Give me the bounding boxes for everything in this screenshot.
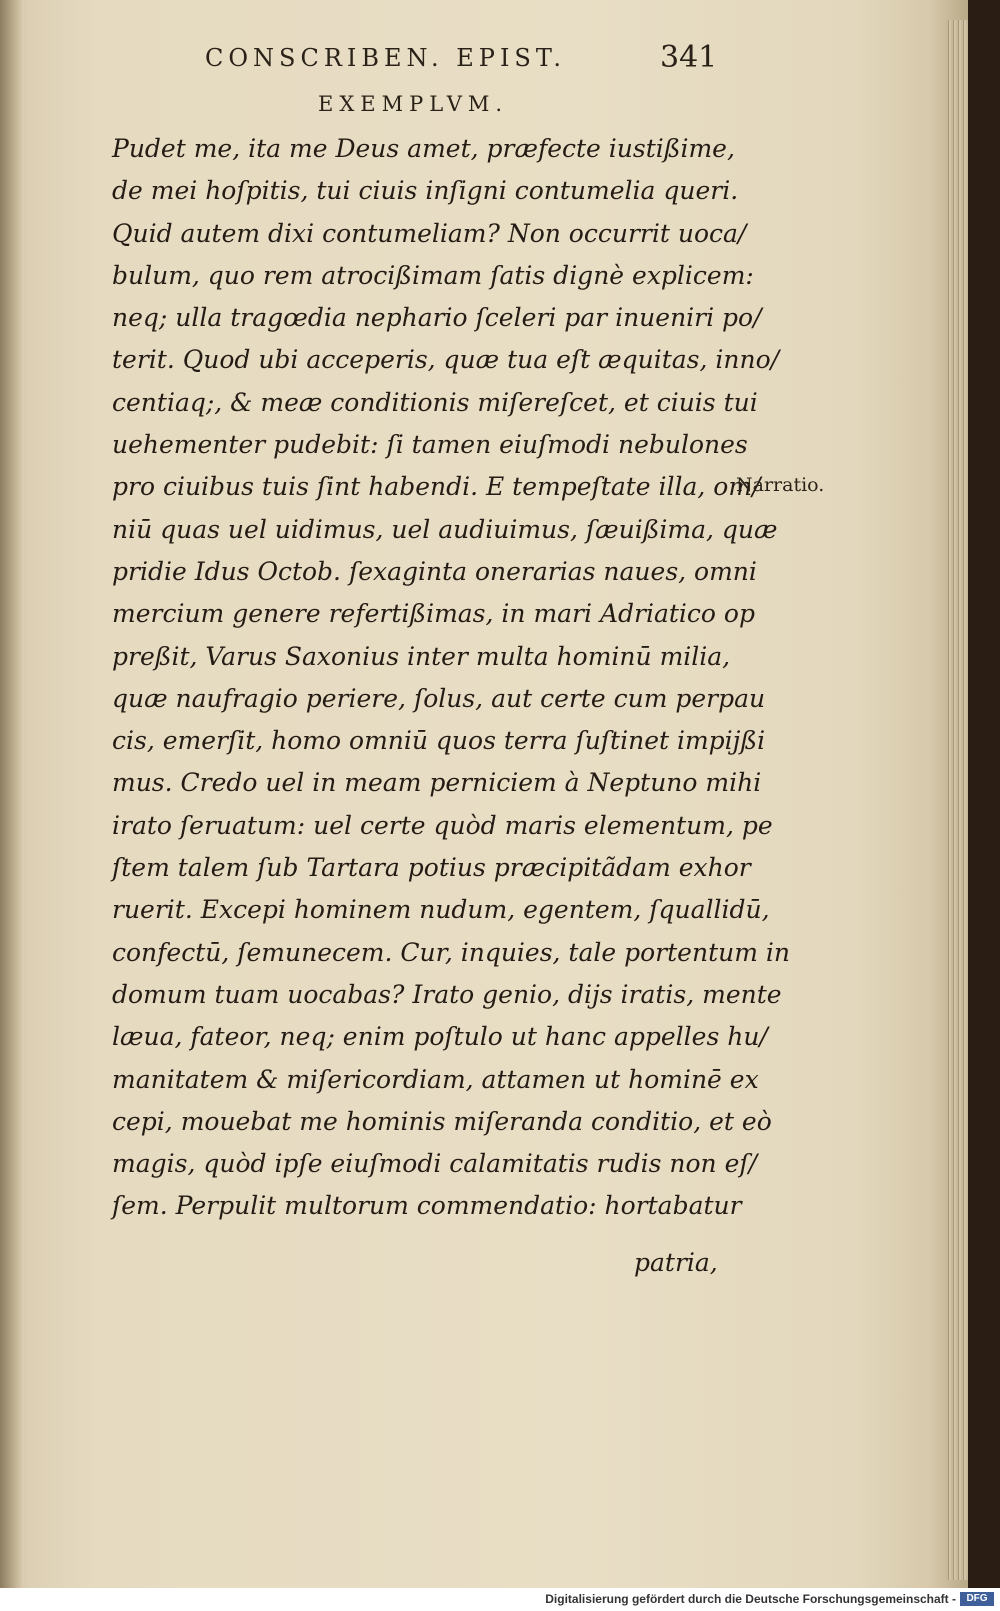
catchword: patria, — [634, 1248, 718, 1277]
text-line: irato ſeruatum: uel certe quòd maris elementum, pe — [112, 810, 773, 840]
text-line: manitatem & miſericordiam, attamen ut hominē ex — [112, 1064, 759, 1094]
text-line: de mei hoſpitis, tui ciuis inſigni contumelia queri. — [112, 176, 739, 206]
text-line: preßit, Varus Saxonius inter multa hominū milia, — [112, 641, 731, 671]
book-gutter — [0, 0, 22, 1588]
footer-bar — [0, 1588, 1000, 1611]
text-line: domum tuam uocabas? Irato genio, dijs iratis, mente — [112, 979, 782, 1009]
text-line: uehementer pudebit: ſi tamen eiuſmodi nebulones — [112, 430, 748, 460]
text-line: terit. Quod ubi acceperis, quæ tua eſt æquitas, inno/ — [112, 345, 780, 375]
section-heading: EXEMPLVM. — [318, 92, 509, 116]
margin-note: Narratio. — [736, 474, 825, 496]
page-edges — [946, 20, 968, 1580]
text-line: pro ciuibus tuis ſint habendi. E tempeſtate illa, om/ — [112, 472, 761, 502]
footer-credit: Digitalisierung gefördert durch die Deutsche Forschungsgemeinschaft - — [545, 1592, 956, 1606]
text-line: læua, fateor, neq; enim poſtulo ut hanc appelles hu/ — [112, 1022, 768, 1052]
text-line: niū quas uel uidimus, uel audiuimus, ſæuißima, quæ — [112, 514, 778, 544]
text-line: ſem. Perpulit multorum commendatio: hortabatur — [112, 1191, 742, 1221]
page-number: 341 — [660, 40, 718, 75]
text-line: ſtem talem ſub Tartara potius præcipitãdam exhor — [112, 853, 751, 883]
text-line: Quid autem dixi contumeliam? Non occurrit uoca/ — [112, 218, 747, 248]
text-line: mercium genere refertißimas, in mari Adriatico op — [112, 599, 755, 629]
text-line: Pudet me, ita me Deus amet, præfecte iustißime, — [112, 134, 735, 163]
text-line: cis, emerſit, homo omniū quos terra ſuſtinet impijßi — [112, 726, 766, 756]
text-line: pridie Idus Octob. ſexaginta onerarias naues, omni — [112, 556, 757, 586]
text-line: magis, quòd ipſe eiuſmodi calamitatis rudis non eſ/ — [112, 1149, 758, 1179]
text-line: bulum, quo rem atrocißimam ſatis dignè explicem: — [112, 260, 754, 290]
text-line: ruerit. Excepi hominem nudum, egentem, ſquallidū, — [112, 895, 770, 925]
text-line: quæ naufragio periere, ſolus, aut certe cum perpau — [112, 683, 766, 713]
text-line: neq; ulla tragœdia nephario ſceleri par inueniri po/ — [112, 303, 762, 333]
text-line: centiaq;, & meæ conditionis miſereſcet, et ciuis tui — [112, 387, 758, 417]
dfg-logo-icon: DFG — [960, 1592, 994, 1606]
text-line: mus. Credo uel in meam perniciem à Neptuno mihi — [112, 768, 762, 798]
text-line: cepi, mouebat me hominis miſeranda conditio, et eò — [112, 1106, 772, 1136]
text-line: confectū, ſemunecem. Cur, inquies, tale portentum in — [112, 937, 790, 967]
running-head: CONSCRIBEN. EPIST. — [205, 44, 566, 72]
